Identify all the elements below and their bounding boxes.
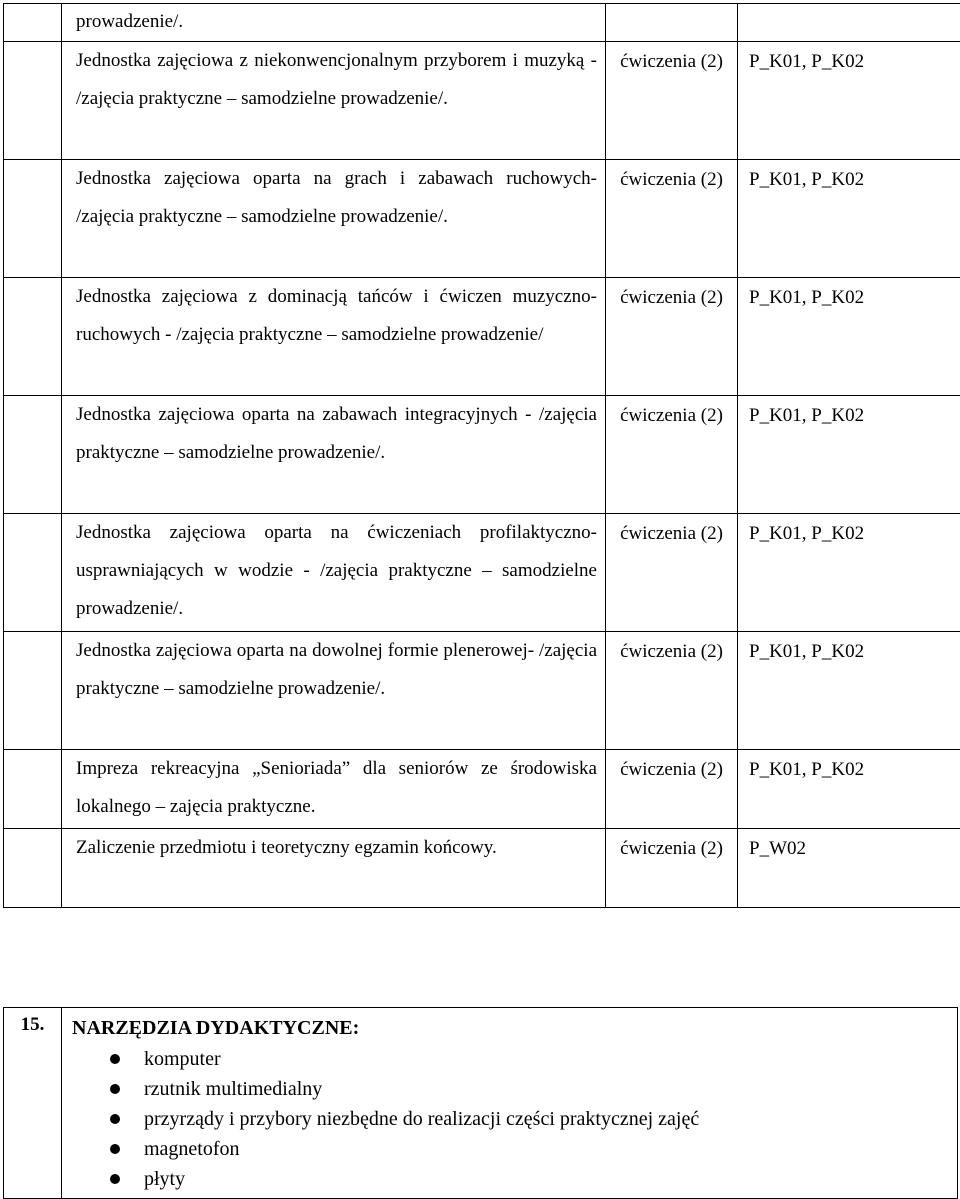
- list-item: [72, 1104, 947, 1134]
- table-row: [4, 1008, 958, 1199]
- topic-text: Jednostka zajęciowa z dominacją tańców i ćwiczen muzyczno-ruchowych - /zajęcia praktyczne – samodzielne prowadzenie/: [76, 278, 597, 354]
- competence-text: P_K01, P_K02: [749, 42, 960, 76]
- topic-text: Zaliczenie przedmiotu i teoretyczny egzamin końcowy.: [76, 829, 597, 863]
- exercise-cell: [606, 42, 738, 160]
- topic-text: Jednostka zajęciowa oparta na ćwiczeniach profilaktyczno-usprawniających w wodzie - /zajęcia praktyczne – samodzielne prowadzenie/.: [76, 514, 597, 628]
- exercise-cell: [606, 632, 738, 750]
- exercise-text: ćwiczenia (2): [606, 514, 737, 548]
- topic-cell: [62, 396, 606, 514]
- exercise-text: ćwiczenia (2): [606, 42, 737, 76]
- table-row: [4, 4, 960, 42]
- exercise-text: ćwiczenia (2): [606, 750, 737, 784]
- competence-cell: [738, 829, 960, 908]
- number-cell: [4, 396, 62, 514]
- exercise-cell: [606, 278, 738, 396]
- tools-list: [72, 1044, 947, 1194]
- bullet-icon: [110, 1084, 120, 1094]
- number-cell: [4, 750, 62, 829]
- exercise-text: ćwiczenia (2): [606, 632, 737, 666]
- topic-cell: [62, 160, 606, 278]
- table-row: [4, 42, 960, 160]
- bullet-icon: [110, 1054, 120, 1064]
- competence-cell: [738, 632, 960, 750]
- exercise-cell: [606, 396, 738, 514]
- competence-cell: [738, 396, 960, 514]
- list-item: [72, 1044, 947, 1074]
- competence-text: P_K01, P_K02: [749, 278, 960, 312]
- topic-text: Jednostka zajęciowa z niekonwencjonalnym przyborem i muzyką - /zajęcia praktyczne – samodzielne prowadzenie/.: [76, 42, 597, 118]
- competence-text: P_K01, P_K02: [749, 514, 960, 548]
- competence-cell: [738, 278, 960, 396]
- teaching-tools-section: [3, 1007, 958, 1199]
- topic-cell: [62, 829, 606, 908]
- number-cell: [4, 829, 62, 908]
- exercise-cell: [606, 829, 738, 908]
- table-row: [4, 632, 960, 750]
- exercise-cell: [606, 514, 738, 632]
- number-cell: [4, 632, 62, 750]
- course-content-table: [3, 3, 960, 908]
- list-item-text: magnetofon: [144, 1138, 240, 1160]
- topic-cell: [62, 4, 606, 42]
- competence-text: P_K01, P_K02: [749, 396, 960, 430]
- exercise-cell: [606, 750, 738, 829]
- competence-text: P_K01, P_K02: [749, 632, 960, 666]
- exercise-text: ćwiczenia (2): [606, 160, 737, 194]
- competence-text: P_K01, P_K02: [749, 750, 960, 784]
- table-row: [4, 750, 960, 829]
- number-cell: [4, 4, 62, 42]
- topic-cell: [62, 514, 606, 632]
- topic-text: prowadzenie/.: [76, 4, 597, 39]
- table-row: [4, 396, 960, 514]
- topic-cell: [62, 42, 606, 160]
- number-cell: [4, 160, 62, 278]
- topic-text: Jednostka zajęciowa oparta na zabawach integracyjnych - /zajęcia praktyczne – samodzielne prowadzenie/.: [76, 396, 597, 472]
- section-number: 15.: [4, 1008, 62, 1199]
- list-item-text: rzutnik multimedialny: [144, 1078, 322, 1100]
- topic-text: Impreza rekreacyjna „Senioriada” dla seniorów ze środowiska lokalnego – zajęcia praktyczne.: [76, 750, 597, 826]
- list-item: [72, 1074, 947, 1104]
- topic-text: Jednostka zajęciowa oparta na dowolnej formie plenerowej- /zajęcia praktyczne – samodzielne prowadzenie/.: [76, 632, 597, 708]
- competence-cell: [738, 4, 960, 42]
- competence-text: P_K01, P_K02: [749, 160, 960, 194]
- number-cell: [4, 42, 62, 160]
- exercise-text: ćwiczenia (2): [606, 829, 737, 863]
- bullet-icon: [110, 1114, 120, 1124]
- table-row: [4, 829, 960, 908]
- table-row: [4, 160, 960, 278]
- topic-cell: [62, 278, 606, 396]
- exercise-cell: [606, 160, 738, 278]
- competence-cell: [738, 514, 960, 632]
- bullet-icon: [110, 1144, 120, 1154]
- topic-text: Jednostka zajęciowa oparta na grach i zabawach ruchowych- /zajęcia praktyczne – samodzielne prowadzenie/.: [76, 160, 597, 236]
- list-item: [72, 1164, 947, 1194]
- table-row: [4, 278, 960, 396]
- list-item-text: komputer: [144, 1048, 221, 1070]
- topic-cell: [62, 632, 606, 750]
- section-title: NARZĘDZIA DYDAKTYCZNE:: [72, 1014, 947, 1042]
- list-item-text: przyrządy i przybory niezbędne do realizacji części praktycznej zajęć: [144, 1108, 699, 1130]
- number-cell: [4, 278, 62, 396]
- list-item-text: płyty: [144, 1168, 185, 1190]
- competence-cell: [738, 160, 960, 278]
- tools-body: [62, 1008, 958, 1199]
- table-row: [4, 514, 960, 632]
- bullet-icon: [110, 1174, 120, 1184]
- exercise-text: ćwiczenia (2): [606, 396, 737, 430]
- topic-cell: [62, 750, 606, 829]
- list-item: [72, 1134, 947, 1164]
- number-cell: [4, 514, 62, 632]
- exercise-text: ćwiczenia (2): [606, 278, 737, 312]
- competence-cell: [738, 42, 960, 160]
- competence-cell: [738, 750, 960, 829]
- exercise-cell: [606, 4, 738, 42]
- competence-text: P_W02: [749, 829, 960, 863]
